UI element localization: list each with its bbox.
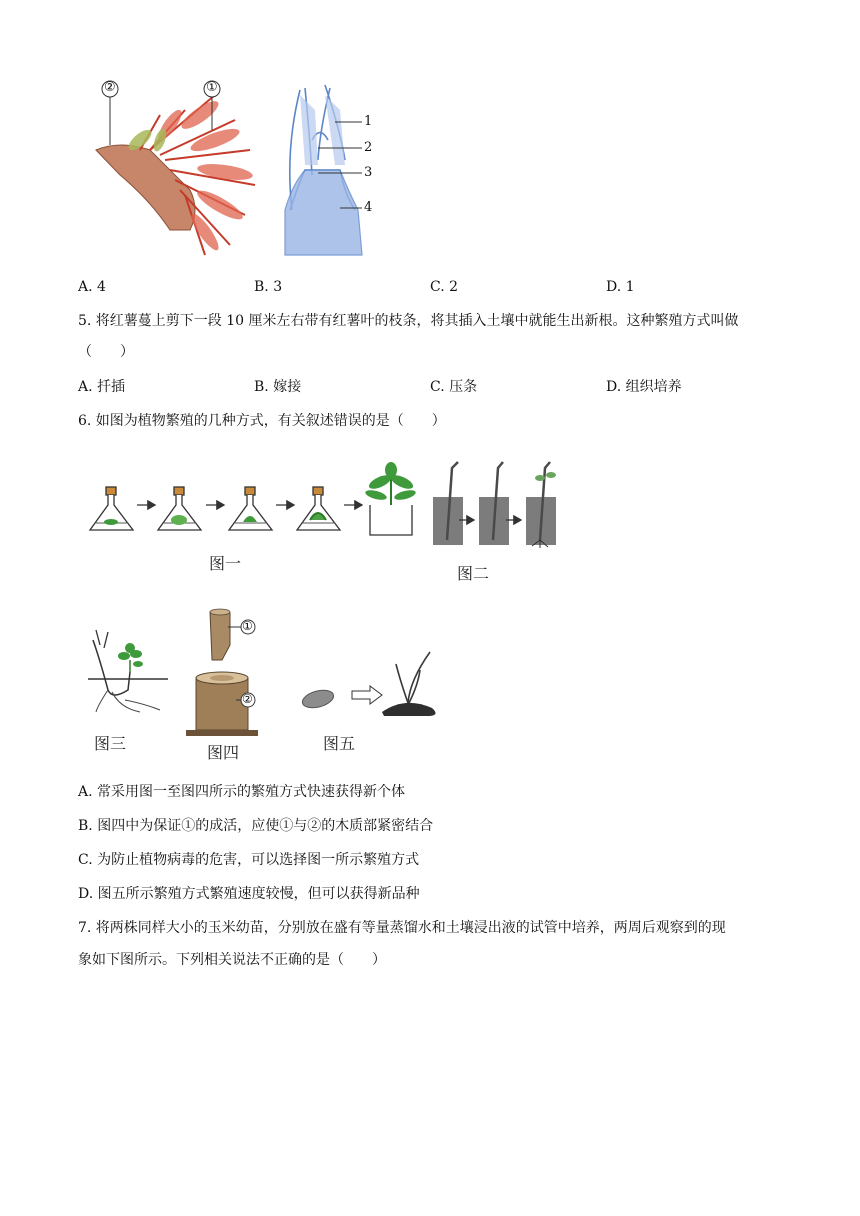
diagram-label-1: 1 <box>364 114 373 129</box>
q4-option-d[interactable]: D. 1 <box>606 279 635 295</box>
figure-4-label: 图四 <box>207 743 240 762</box>
q4-option-c[interactable]: C. 2 <box>430 279 459 295</box>
q7-stem-line2: 象如下图所示。下列相关说法不正确的是（ ） <box>78 952 386 968</box>
photo-marker-1: ① <box>206 80 218 95</box>
q6-option-c[interactable]: C. 为防止植物病毒的危害，可以选择图一所示繁殖方式 <box>78 852 420 868</box>
figure-2-label: 图二 <box>457 564 490 583</box>
q5-stem-line1: 5. 将红薯蔓上剪下一段 10 厘米左右带有红薯叶的枝条，将其插入土壤中就能生出新根。这种繁殖方式叫做 <box>78 313 739 329</box>
q4-option-b[interactable]: B. 3 <box>254 279 283 295</box>
q6-option-a[interactable]: A. 常采用图一至图四所示的繁殖方式快速获得新个体 <box>78 784 406 800</box>
q7-stem-line1: 7. 将两株同样大小的玉米幼苗，分别放在盛有等量蒸馏水和土壤浸出液的试管中培养，两周后观察到的现 <box>78 920 726 936</box>
q5-option-a[interactable]: A. 扦插 <box>78 379 126 395</box>
q4-option-a[interactable]: A. 4 <box>78 279 106 295</box>
graft-marker-1: ① <box>242 619 253 633</box>
q5-option-b[interactable]: B. 嫁接 <box>254 379 302 395</box>
diagram-label-4: 4 <box>364 200 373 215</box>
photo-marker-2: ② <box>104 80 116 95</box>
figure-3-label: 图三 <box>94 734 127 753</box>
q5-option-c[interactable]: C. 压条 <box>430 379 478 395</box>
q6-stem: 6. 如图为植物繁殖的几种方式，有关叙述错误的是（ ） <box>78 413 446 429</box>
diagram-label-2: 2 <box>364 140 373 155</box>
figure-1-label: 图一 <box>209 554 242 573</box>
q5-stem-line2: （ ） <box>78 344 134 360</box>
graft-marker-2: ② <box>242 692 253 706</box>
q6-option-b[interactable]: B. 图四中为保证①的成活，应使①与②的木质部紧密结合 <box>78 818 434 834</box>
figure-5-label: 图五 <box>323 734 356 753</box>
q6-option-d[interactable]: D. 图五所示繁殖方式繁殖速度较慢，但可以获得新品种 <box>78 886 420 902</box>
diagram-label-3: 3 <box>364 165 373 180</box>
q5-option-d[interactable]: D. 组织培养 <box>606 379 682 395</box>
